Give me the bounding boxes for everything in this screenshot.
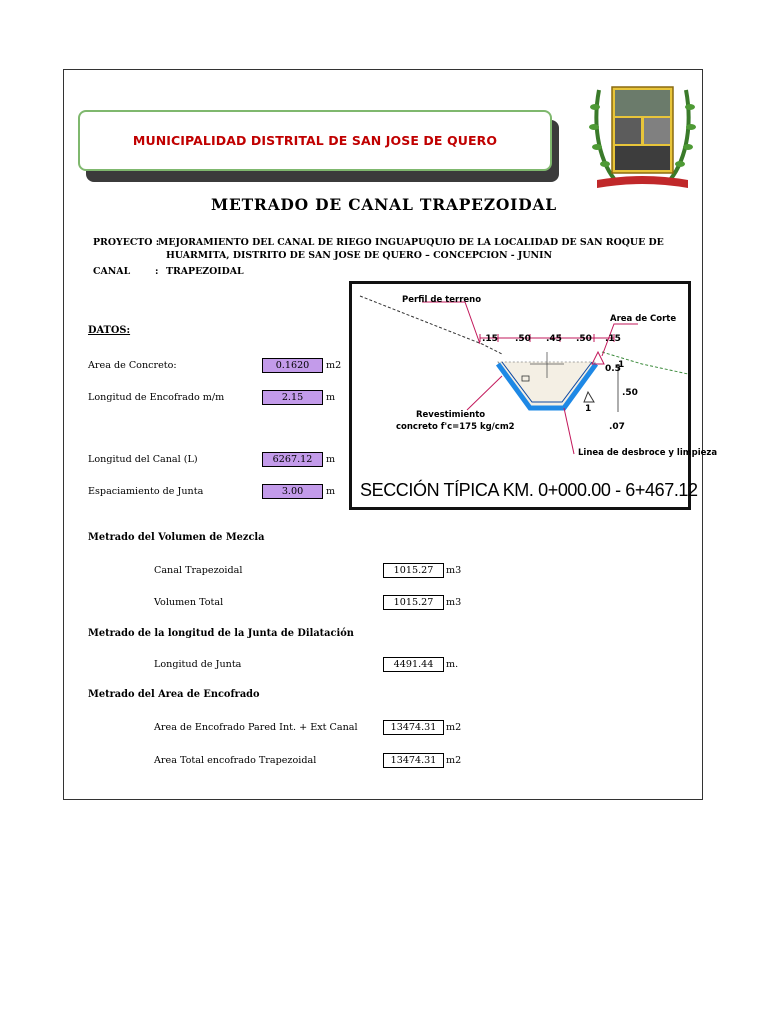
volumen-value-total: 1015.27 xyxy=(383,595,444,610)
junta-unit-longitud: m. xyxy=(446,659,459,670)
municipality-name: MUNICIPALIDAD DISTRITAL DE SAN JOSE DE QUERO xyxy=(132,133,498,148)
municipal-crest-logo xyxy=(585,82,700,194)
label-revestimiento: Revestimiento xyxy=(416,410,486,420)
datos-heading: DATOS: xyxy=(88,325,131,336)
encofrado-label-total: Area Total encofrado Trapezoidal xyxy=(154,755,317,766)
label-perfil-terreno: Perfil de terreno xyxy=(402,295,482,305)
datos-unit-espaciamiento-junta: m xyxy=(326,486,336,497)
slope-1-top: 1 xyxy=(618,360,625,370)
dim-015-right: .15 xyxy=(605,334,621,344)
encofrado-value-total: 13474.31 xyxy=(383,753,444,768)
cross-section-diagram xyxy=(349,281,718,510)
datos-label-espaciamiento-junta: Espaciamiento de Junta xyxy=(88,486,204,497)
encofrado-unit-pared: m2 xyxy=(446,722,462,733)
proyecto-line-1: MEJORAMIENTO DEL CANAL DE RIEGO INGUAPUQUIO DE LA LOCALIDAD DE SAN ROQUE DE xyxy=(158,237,664,248)
datos-unit-longitud-encofrado: m xyxy=(326,392,336,403)
datos-value-longitud-encofrado: 2.15 xyxy=(262,390,323,405)
datos-unit-longitud-canal: m xyxy=(326,454,336,465)
datos-label-longitud-encofrado: Longitud de Encofrado m/m xyxy=(88,392,225,403)
dim-050-right: .50 xyxy=(576,334,592,344)
dim-045: .45 xyxy=(546,334,562,344)
proyecto-label: PROYECTO : xyxy=(93,237,160,248)
volumen-label-total: Volumen Total xyxy=(154,597,224,608)
slope-05: 0.5 xyxy=(605,364,621,374)
datos-value-longitud-canal: 6267.12 xyxy=(262,452,323,467)
encofrado-label-pared: Area de Encofrado Pared Int. + Ext Canal xyxy=(154,722,358,733)
heading-area-encofrado: Metrado del Area de Encofrado xyxy=(88,689,260,700)
encofrado-value-pared: 13474.31 xyxy=(383,720,444,735)
section-caption: SECCIÓN TÍPICA KM. 0+000.00 - 6+467.12 xyxy=(360,480,698,500)
proyecto-line-2: HUARMITA, DISTRITO DE SAN JOSE DE QUERO – CONCEPCION - JUNIN xyxy=(166,250,553,261)
datos-label-area-concreto: Area de Concreto: xyxy=(88,360,177,371)
canal-separator: : xyxy=(155,266,159,277)
dim-050-left: .50 xyxy=(515,334,531,344)
slope-1-bottom: 1 xyxy=(585,404,592,414)
volumen-unit-canal-trapezoidal: m3 xyxy=(446,565,462,576)
heading-junta-dilatacion: Metrado de la longitud de la Junta de Dilatación xyxy=(88,628,354,639)
label-linea-desbroce: Linea de desbroce y limpieza xyxy=(578,448,718,458)
junta-label-longitud: Longitud de Junta xyxy=(154,659,242,670)
dim-050-height: .50 xyxy=(622,388,638,398)
canal-value: TRAPEZOIDAL xyxy=(166,266,244,277)
label-area-corte: Area de Corte xyxy=(610,314,677,324)
junta-value-longitud: 4491.44 xyxy=(383,657,444,672)
label-revestimiento-concreto: concreto f'c=175 kg/cm2 xyxy=(396,422,515,432)
page-title: METRADO DE CANAL TRAPEZOIDAL xyxy=(211,195,557,214)
datos-value-espaciamiento-junta: 3.00 xyxy=(262,484,323,499)
datos-value-area-concreto: 0.1620 xyxy=(262,358,323,373)
datos-label-longitud-canal: Longitud del Canal (L) xyxy=(88,454,198,465)
volumen-unit-total: m3 xyxy=(446,597,462,608)
volumen-value-canal-trapezoidal: 1015.27 xyxy=(383,563,444,578)
municipality-banner xyxy=(78,110,552,171)
canal-label: CANAL xyxy=(93,266,131,277)
heading-volumen-mezcla: Metrado del Volumen de Mezcla xyxy=(88,532,265,543)
dim-007: .07 xyxy=(609,422,625,432)
dim-015-left: .15 xyxy=(482,334,498,344)
volumen-label-canal-trapezoidal: Canal Trapezoidal xyxy=(154,565,243,576)
datos-unit-area-concreto: m2 xyxy=(326,360,342,371)
encofrado-unit-total: m2 xyxy=(446,755,462,766)
